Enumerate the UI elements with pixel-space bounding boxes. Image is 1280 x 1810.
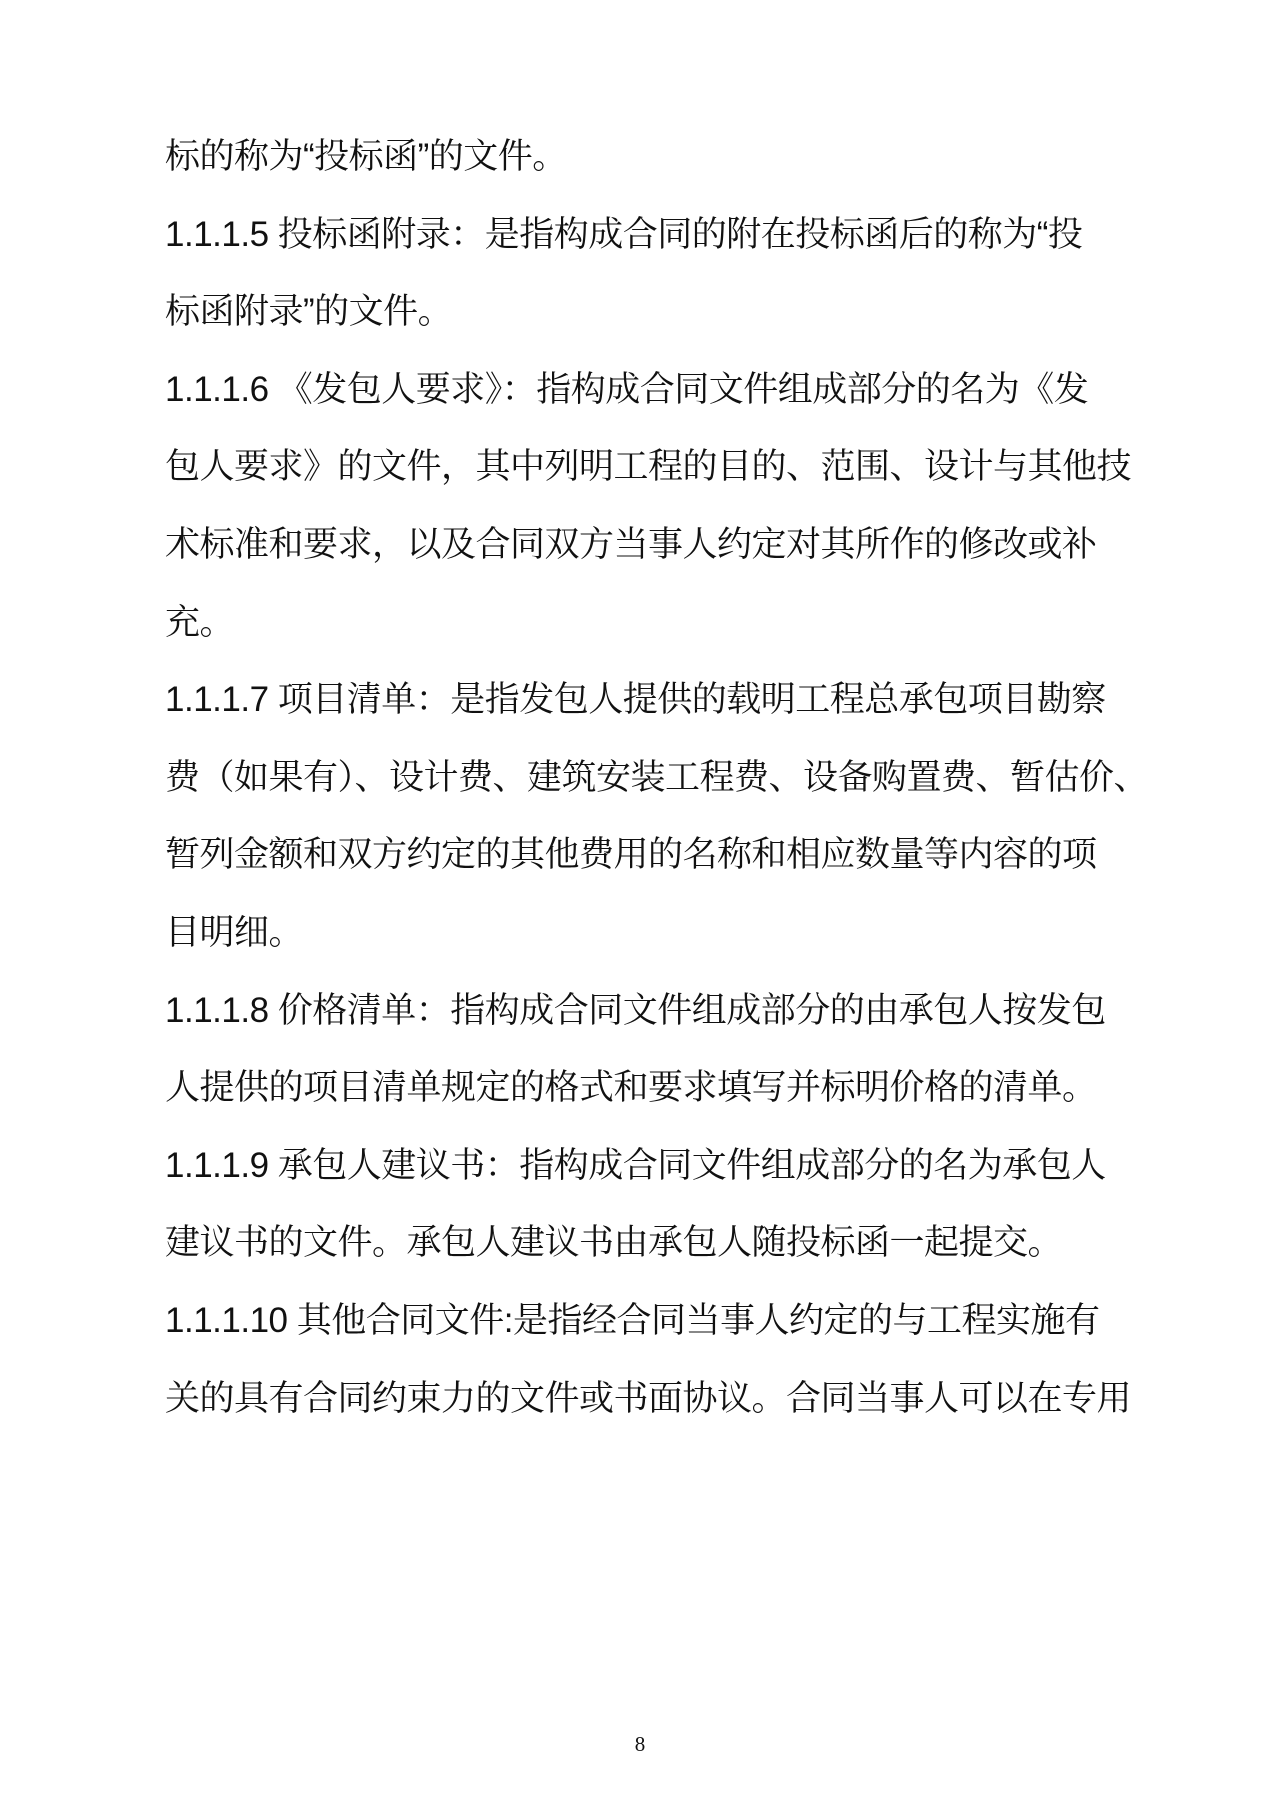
text-line: 1.1.1.7 项目清单：是指发包人提供的载明工程总承包项目勘察 [165,680,1106,720]
text-line: 1.1.1.10 其他合同文件:是指经合同当事人约定的与工程实施有 [165,1300,1100,1340]
text-line: 人提供的项目清单规定的格式和要求填写并标明价格的清单。 [165,1068,1097,1108]
text-line: 术标准和要求，以及合同双方当事人约定对其所作的修改或补 [165,524,1097,564]
text-line: 1.1.1.9 承包人建议书：指构成合同文件组成部分的名为承包人 [165,1145,1106,1185]
text-line: 建议书的文件。承包人建议书由承包人随投标函一起提交。 [165,1223,1063,1263]
text-line: 费（如果有）、设计费、建筑安装工程费、设备购置费、暂估价、 [165,757,1149,797]
text-line: 1.1.1.5 投标函附录：是指构成合同的附在投标函后的称为“投 [165,214,1083,254]
text-line: 充。 [165,602,235,642]
text-line: 1.1.1.8 价格清单：指构成合同文件组成部分的由承包人按发包 [165,990,1106,1030]
text-line: 包人要求》的文件，其中列明工程的目的、范围、设计与其他技 [165,447,1132,487]
text-line: 1.1.1.6 《发包人要求》：指构成合同文件组成部分的名为《发 [165,369,1089,409]
text-line: 标的称为“投标函”的文件。 [165,137,567,176]
text-line: 暂列金额和双方约定的其他费用的名称和相应数量等内容的项 [165,835,1097,875]
text-line: 目明细。 [165,912,304,952]
page-number: 8 [634,1732,646,1756]
text-line: 标函附录”的文件。 [165,292,453,332]
document-body [165,118,1149,1437]
text-line: 关的具有合同约束力的文件或书面协议。合同当事人可以在专用 [165,1378,1132,1418]
